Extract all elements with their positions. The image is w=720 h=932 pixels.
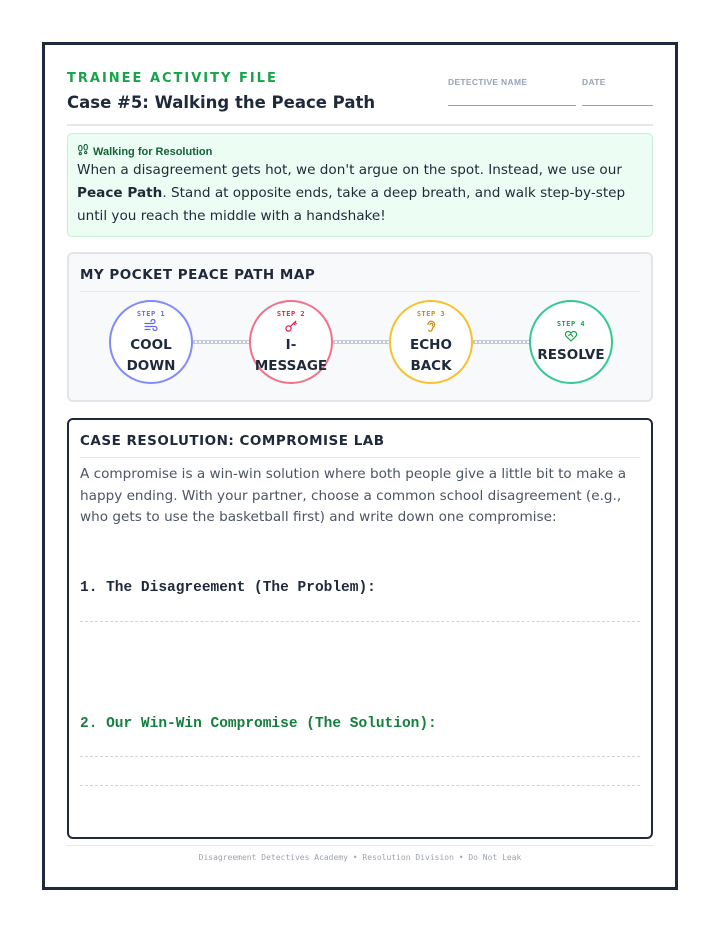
- footer-divider: [67, 845, 653, 846]
- compromise-lab: [67, 418, 653, 839]
- map-title: MY POCKET PEACE PATH MAP: [80, 267, 316, 283]
- path-connector: [473, 340, 529, 344]
- date-field[interactable]: [582, 105, 653, 106]
- detective-name-field[interactable]: [448, 105, 576, 106]
- ear-icon: [424, 319, 438, 333]
- compromise-answer-line[interactable]: [80, 756, 640, 757]
- file-kicker: TRAINEE ACTIVITY FILE: [67, 71, 278, 86]
- detective-name-label: DETECTIVE NAME: [448, 77, 528, 87]
- step-number: STEP 1: [136, 309, 166, 318]
- step-name: RESOLVE: [537, 347, 605, 363]
- callout-text: When a disagreement gets hot, we don't argue on the spot. Instead, we use our Peace Path. Stand at opposite ends, take a deep breath, and walk step-by-step until you reach the middle with a handshake!: [77, 162, 626, 224]
- peace-path-map: [67, 252, 653, 402]
- resolution-callout: [67, 133, 653, 237]
- lab-instructions: A compromise is a win-win solution where both people give a little bit to make a happy ending. With your partner, choose a common school disagreement (e.g., who gets to use the basketball first) and write down one compromise:: [80, 466, 627, 525]
- path-connector: [333, 340, 389, 344]
- step-name: COOL DOWN: [126, 336, 176, 374]
- key-icon: [284, 319, 298, 333]
- step-cool-down: [109, 300, 193, 384]
- case-title: Case #5: Walking the Peace Path: [67, 93, 376, 112]
- compromise-answer-line[interactable]: [80, 785, 640, 786]
- step-number: STEP 2: [276, 309, 306, 318]
- header-divider: [67, 124, 653, 126]
- step-name: ECHO BACK: [410, 336, 452, 374]
- footer-note: Disagreement Detectives Academy • Resolution Division • Do Not Leak: [198, 853, 522, 862]
- wind-icon: [144, 319, 158, 333]
- lab-title: CASE RESOLUTION: COMPROMISE LAB: [80, 433, 385, 449]
- lab-divider: [80, 457, 640, 458]
- heart-handshake-icon: [564, 329, 578, 343]
- step-number: STEP 4: [556, 320, 586, 328]
- date-label: DATE: [582, 77, 606, 87]
- callout-title: Walking for Resolution: [93, 146, 213, 158]
- step-number: STEP 3: [416, 309, 446, 318]
- peace-path-term: Peace Path: [77, 185, 163, 201]
- step-resolve: [529, 300, 613, 384]
- compromise-prompt: 2. Our Win-Win Compromise (The Solution):: [80, 716, 437, 732]
- step-echo-back: [389, 300, 473, 384]
- activity-sheet: [42, 42, 678, 890]
- step-i-message: [249, 300, 333, 384]
- disagreement-prompt: 1. The Disagreement (The Problem):: [80, 580, 376, 596]
- map-divider: [80, 291, 640, 292]
- step-name: I- MESSAGE: [254, 336, 328, 374]
- disagreement-answer-line[interactable]: [80, 621, 640, 622]
- path-connector: [193, 340, 249, 344]
